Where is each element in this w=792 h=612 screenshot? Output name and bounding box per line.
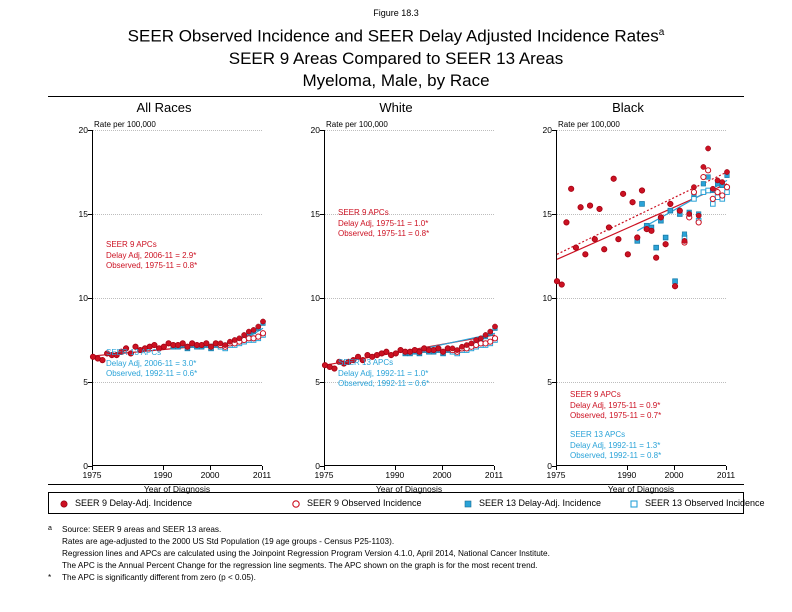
filled-square-icon [461,496,475,510]
point-seer9-delay-adj [95,356,100,361]
point-seer9-delay-adj [488,329,493,334]
annotation-line: Delay Adj, 1975-11 = 1.0* [338,218,429,228]
annotation-line: SEER 9 APCs [106,240,157,249]
series-layer [93,130,263,466]
point-seer9-delay-adj [90,354,95,359]
legend [48,492,765,514]
annotation-line: Delay Adj, 1992-11 = 1.0* [338,368,429,378]
point-seer9-delay-adj [322,363,327,368]
y-tick-mark [552,130,556,131]
annotation-line: Observed, 1992-11 = 0.6* [338,379,430,388]
point-seer13-observed [706,188,711,193]
point-seer9-delay-adj [597,206,602,211]
footnote-line [48,548,748,560]
point-seer9-delay-adj [426,347,431,352]
footnote-text: Rates are age-adjusted to the 2000 US Std Population (19 age groups - Census P25-1103). [62,537,395,546]
title-line-1-text: SEER Observed Incidence and SEER Delay Adjusted Incidence Rates [127,26,659,46]
point-seer9-delay-adj [573,245,578,250]
point-seer9-delay-adj [223,342,228,347]
point-seer9-delay-adj [701,164,706,169]
point-seer13-delay-adj [654,245,659,250]
point-seer9-delay-adj [564,220,569,225]
point-seer9-delay-adj [384,349,389,354]
point-seer9-delay-adj [436,346,441,351]
panel-black [512,100,744,494]
point-seer13-delay-adj [673,279,678,284]
point-seer13-delay-adj [663,235,668,240]
open-square-icon [627,496,641,510]
footnote-text: The APC is the Annual Percent Change for the regression line segments. The APC shown on the graph is for the most recent trend. [62,561,538,570]
point-seer9-delay-adj [592,237,597,242]
point-seer9-delay-adj [691,185,696,190]
footnotes [48,524,748,584]
point-seer9-delay-adj [635,235,640,240]
x-tick-label: 2011 [716,470,736,480]
point-seer9-delay-adj [171,342,176,347]
y-tick-mark [88,382,92,383]
point-seer9-delay-adj [332,366,337,371]
point-seer9-delay-adj [166,341,171,346]
footnote-marker: * [48,573,52,582]
title-line-2: SEER 9 Areas Compared to SEER 13 Areas [228,48,564,68]
x-tick-label: 1975 [314,470,334,480]
point-seer9-delay-adj [706,146,711,151]
x-tick-label: 2000 [664,470,684,480]
point-seer13-delay-adj [706,175,711,180]
point-seer13-delay-adj [668,208,673,213]
y-tick-label: 15 [310,209,320,219]
x-tick-label: 2011 [252,470,272,480]
panel-title-all-races: All Races [136,100,192,115]
legend-label: SEER 9 Observed Incidence [307,498,422,508]
point-seer9-delay-adj [474,337,479,342]
point-seer9-delay-adj [152,342,157,347]
annotation-line: SEER 13 APCs [338,358,394,367]
open-circle-icon [289,496,303,510]
x-tick-label: 2000 [200,470,220,480]
point-seer9-delay-adj [374,353,379,358]
point-seer9-delay-adj [658,215,663,220]
filled-circle-icon [57,496,71,510]
point-seer9-delay-adj [639,188,644,193]
title-line-3: Myeloma, Male, by Race [302,70,490,90]
point-seer9-delay-adj [630,200,635,205]
y-tick-label: 10 [542,293,552,303]
y-tick-label: 20 [310,125,320,135]
point-seer9-delay-adj [327,364,332,369]
point-seer9-observed [260,331,265,336]
point-seer9-delay-adj [237,336,242,341]
point-seer9-delay-adj [611,176,616,181]
point-seer9-delay-adj [677,208,682,213]
x-tick-label: 1975 [546,470,566,480]
annotation-line: Delay Adj, 1975-11 = 0.9* [570,400,661,410]
point-seer9-delay-adj [389,353,394,358]
title-superscript: a [658,27,665,38]
point-seer9-observed [488,339,493,344]
y-tick-label: 5 [83,377,88,387]
point-seer9-delay-adj [644,227,649,232]
point-seer9-delay-adj [440,349,445,354]
y-tick-label: 5 [315,377,320,387]
point-seer9-delay-adj [554,279,559,284]
point-seer9-observed [256,334,261,339]
point-seer9-delay-adj [180,341,185,346]
point-seer9-delay-adj [583,252,588,257]
footnote-text: Regression lines and APCs are calculated using the Joinpoint Regression Program Version 4.1.0, April 2014, National Cancer Institute. [62,549,550,558]
series-layer [325,130,495,466]
legend-item [461,493,601,513]
point-seer9-delay-adj [242,332,247,337]
point-seer13-observed [725,190,730,195]
footnote-line [48,572,748,584]
legend-label: SEER 13 Delay-Adj. Incidence [479,498,602,508]
point-seer9-delay-adj [720,179,725,184]
y-tick-label: 20 [542,125,552,135]
y-tick-label: 0 [547,461,552,471]
y-tick-label: 10 [78,293,88,303]
legend-label: SEER 13 Observed Incidence [645,498,765,508]
y-tick-mark [88,214,92,215]
panel-title-white: White [379,100,413,115]
plot-area-white [324,130,494,466]
footnote-text: Source: SEER 9 areas and SEER 13 areas. [62,525,222,534]
plot-area-all-races [92,130,262,466]
legend-item [57,493,192,513]
legend-item [627,493,765,513]
y-tick-mark [88,298,92,299]
x-tick-label: 1975 [82,470,102,480]
annotation-line: SEER 13 APCs [570,430,626,439]
point-seer9-delay-adj [672,284,677,289]
point-seer13-observed [711,202,716,207]
point-seer9-delay-adj [625,252,630,257]
x-tick-label: 2011 [484,470,504,480]
point-seer9-delay-adj [412,347,417,352]
footnote-line [48,524,748,536]
point-seer13-observed [715,195,720,200]
point-seer9-delay-adj [602,247,607,252]
panel-title-black: Black [612,100,644,115]
footnote-marker: a [48,525,52,532]
point-seer9-delay-adj [724,169,729,174]
footnote-text: The APC is significantly different from zero (p < 0.05). [62,573,256,582]
point-seer9-delay-adj [696,213,701,218]
point-seer9-delay-adj [246,329,251,334]
x-axis-title: Year of Diagnosis [607,484,675,494]
point-seer9-delay-adj [175,342,180,347]
y-tick-label: 15 [542,209,552,219]
point-seer9-delay-adj [445,346,450,351]
y-tick-label: 5 [547,377,552,387]
title-line-1 [0,22,792,48]
point-seer9-delay-adj [649,228,654,233]
point-seer9-delay-adj [417,349,422,354]
point-seer9-delay-adj [260,319,265,324]
x-tick-label: 2000 [432,470,452,480]
point-seer9-delay-adj [682,238,687,243]
point-seer9-delay-adj [492,324,497,329]
point-seer9-delay-adj [251,327,256,332]
annotation-line: Delay Adj, 2006-11 = 3.0* [106,358,197,368]
footnote-line [48,560,748,572]
figure-title [0,22,792,92]
y-tick-mark [88,130,92,131]
point-seer9-delay-adj [218,341,223,346]
point-seer9-delay-adj [407,349,412,354]
point-seer9-delay-adj [194,342,199,347]
point-seer9-observed [492,336,497,341]
point-seer13-delay-adj [701,181,706,186]
point-seer9-delay-adj [469,341,474,346]
point-seer9-delay-adj [459,344,464,349]
point-seer9-delay-adj [587,203,592,208]
footnote-line [48,536,748,548]
point-seer9-delay-adj [654,255,659,260]
point-seer9-delay-adj [569,186,574,191]
point-seer9-delay-adj [478,336,483,341]
point-seer9-delay-adj [668,201,673,206]
y-tick-label: 20 [78,125,88,135]
point-seer9-delay-adj [710,186,715,191]
point-seer9-observed [724,185,729,190]
y-tick-mark [320,298,324,299]
point-seer9-delay-adj [227,339,232,344]
point-seer13-delay-adj [682,232,687,237]
point-seer9-observed [710,196,715,201]
y-axis-title-white: Rate per 100,000 [326,120,388,129]
x-axis-title: Year of Diagnosis [143,484,211,494]
point-seer9-delay-adj [398,347,403,352]
point-seer9-delay-adj [403,349,408,354]
point-seer9-delay-adj [559,282,564,287]
annotation-line: Observed, 1992-11 = 0.8* [570,451,662,460]
point-seer9-delay-adj [365,353,370,358]
x-tick-label: 1990 [617,470,637,480]
point-seer9-observed [715,190,720,195]
y-tick-label: 10 [310,293,320,303]
divider-bottom [48,484,744,485]
annotation-line: Observed, 1975-11 = 0.8* [338,229,430,238]
point-seer9-delay-adj [621,191,626,196]
annotation-line: SEER 9 APCs [338,208,389,217]
point-seer9-delay-adj [483,332,488,337]
figure-number: Figure 18.3 [373,8,419,18]
point-seer13-observed [692,197,697,202]
point-seer9-observed [720,193,725,198]
point-seer9-delay-adj [379,351,384,356]
annotation-line: SEER 13 APCs [106,348,162,357]
point-seer9-delay-adj [199,342,204,347]
point-seer9-delay-adj [616,237,621,242]
legend-item [289,493,422,513]
y-tick-mark [552,214,556,215]
point-seer9-delay-adj [393,351,398,356]
point-seer13-observed [701,190,706,195]
y-axis-title-black: Rate per 100,000 [558,120,620,129]
y-tick-mark [552,382,556,383]
point-seer9-observed [701,174,706,179]
annotation-line: Observed, 1975-11 = 0.8* [106,261,198,270]
y-tick-mark [320,382,324,383]
panel-all-races [48,100,280,494]
x-tick-label: 1990 [385,470,405,480]
point-seer9-delay-adj [578,205,583,210]
y-tick-mark [552,298,556,299]
divider-top [48,96,744,97]
point-seer9-observed [706,168,711,173]
point-seer9-delay-adj [256,324,261,329]
point-seer9-delay-adj [213,341,218,346]
point-seer9-delay-adj [431,347,436,352]
annotation-line: Observed, 1992-11 = 0.6* [106,369,198,378]
point-seer9-observed [691,190,696,195]
x-axis-title: Year of Diagnosis [375,484,443,494]
annotation-line: Delay Adj, 1992-11 = 1.3* [570,440,661,450]
point-seer13-delay-adj [640,202,645,207]
annotation-line: Delay Adj, 2006-11 = 2.9* [106,250,197,260]
point-seer9-delay-adj [455,347,460,352]
y-tick-label: 15 [78,209,88,219]
point-seer9-delay-adj [687,211,692,216]
annotation-line: SEER 9 APCs [570,390,621,399]
point-seer9-delay-adj [715,178,720,183]
point-seer9-delay-adj [422,346,427,351]
y-axis-title-all: Rate per 100,000 [94,120,156,129]
point-seer9-delay-adj [204,341,209,346]
panel-white [280,100,512,494]
point-seer9-delay-adj [190,341,195,346]
y-tick-label: 0 [315,461,320,471]
point-seer9-delay-adj [208,344,213,349]
legend-label: SEER 9 Delay-Adj. Incidence [75,498,193,508]
y-tick-label: 0 [83,461,88,471]
y-tick-mark [320,214,324,215]
point-seer9-delay-adj [663,242,668,247]
x-tick-label: 1990 [153,470,173,480]
point-seer9-delay-adj [232,337,237,342]
point-seer9-delay-adj [450,346,455,351]
annotation-line: Observed, 1975-11 = 0.7* [570,411,662,420]
point-seer9-delay-adj [606,225,611,230]
point-seer9-delay-adj [464,342,469,347]
y-tick-mark [320,130,324,131]
point-seer9-delay-adj [100,358,105,363]
point-seer9-observed [696,220,701,225]
